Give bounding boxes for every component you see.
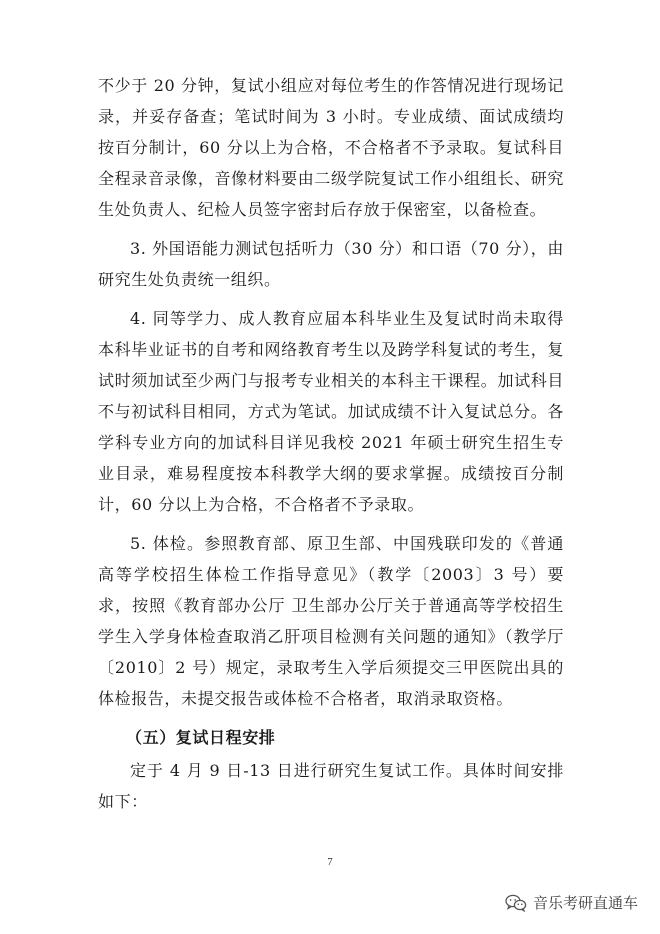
wechat-icon <box>505 894 527 912</box>
document-body <box>98 70 564 817</box>
watermark-text: 音乐考研直通车 <box>532 894 638 912</box>
paragraph-item-3: 3. 外国语能力测试包括听力（30 分）和口语（70 分），由研究生处负责统一组织。 <box>98 239 564 289</box>
paragraph-continuation: 不少于 20 分钟，复试小组应对每位考生的作答情况进行现场记录，并妥存备查；笔试时间为 3 小时。专业成绩、面试成绩均按百分制计，60 分以上为合格，不合格者不予录取。复试科目全程录音录像，音像材料要由二级学院复试工作小组组长、研究生处负责人、纪检人员签字密封后存放于保密室，以备检查。 <box>98 76 564 219</box>
watermark <box>505 892 638 913</box>
paragraph-item-5: 5. 体检。参照教育部、原卫生部、中国残联印发的《普通高等学校招生体检工作指导意见》（教学〔2003〕3 号）要求，按照《教育部办公厅 卫生部办公厅关于普通高等学校招生学生入学身体检查取消乙肝项目检测有关问题的通知》（教学厅〔2010〕2 号）规定，录取考生入学后须提交三甲医院出具的体检报告，未提交报告或体检不合格者，取消录取资格。 <box>98 534 564 708</box>
schedule-intro: 定于 4 月 9 日-13 日进行研究生复试工作。具体时间安排如下： <box>98 761 564 811</box>
page-number: 7 <box>327 856 333 868</box>
paragraph-item-4: 4. 同等学力、成人教育应届本科毕业生及复试时尚未取得本科毕业证书的自考和网络教育考生以及跨学科复试的考生，复试时须加试至少两门与报考专业相关的本科主干课程。加试科目不与初试科目相同，方式为笔试。加试成绩不计入复试总分。各学科专业方向的加试科目详见我校 2021 年硕士研究生招生专业目录，难易程度按本科教学大纲的要求掌握。成绩按百分制计，60 分以上为合格，不合格者不予录取。 <box>98 309 564 514</box>
section-heading: （五）复试日程安排 <box>126 728 276 747</box>
